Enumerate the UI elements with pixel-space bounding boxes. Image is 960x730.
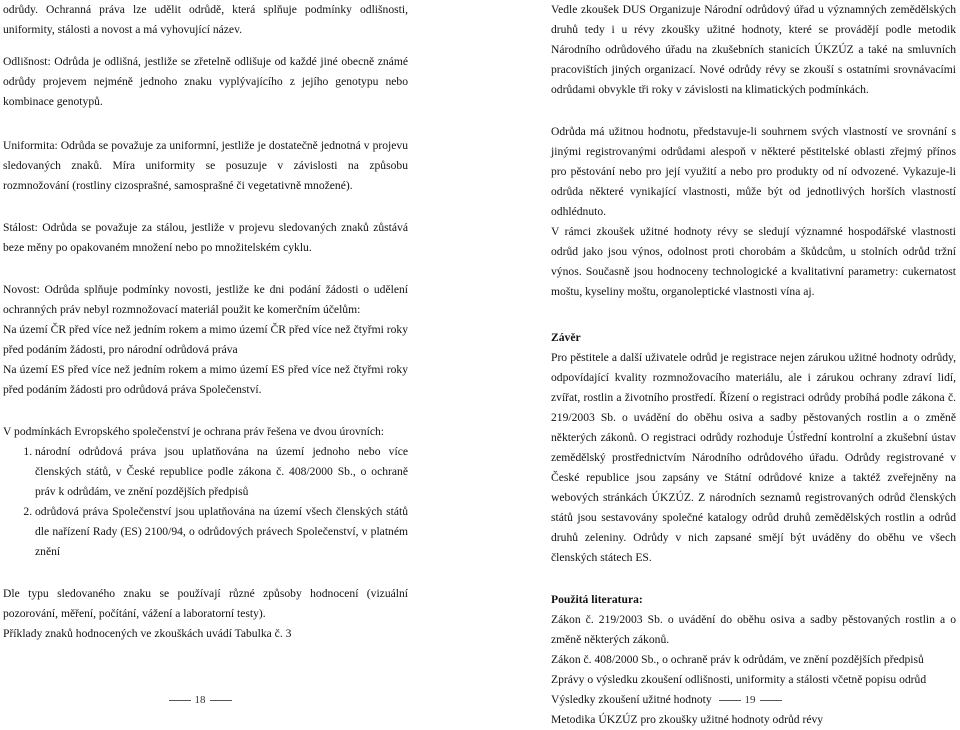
footer-rule <box>210 700 232 701</box>
literature-item: Výsledky zkoušení užitné hodnoty <box>551 693 712 706</box>
examples-paragraph: Příklady znaků hodnocených ve zkouškách uvádí Tabulka č. 3 <box>3 627 292 640</box>
eu-level-item: 1. národní odrůdová práva jsou uplatňována na území jednoho nebo více členských států, v České republice podle zákona č. 408/2000 Sb., o ochraně práv k odrůdám, ve znění pozdějších předpisů <box>35 442 408 502</box>
uniformity-paragraph: Uniformita: Odrůda se považuje za uniformní, jestliže je dostatečně jednotná v projevu sledovaných znaků. Míra uniformity se posuzuje v závislosti na způsobu rozmnožování (rostliny cizosprašné, samosprašné či vegetativně množené). <box>3 139 408 192</box>
left-page <box>3 0 408 706</box>
vcu-framework: V rámci zkoušek užitné hodnoty révy se sledují významné hospodářské vlastnosti odrůd jako jsou výnos, odolnost proti chorobám a škůdcům, u stolních odrůd tržní výnos. Současně jsou hodnoceny technologické a kvalitativní parametry: cukernatost moštu, kyseliny moštu, organoleptické vlastnosti vína aj. <box>551 225 956 298</box>
page-number: 18 <box>194 694 206 706</box>
eu-intro: V podmínkách Evropského společenství je ochrana práv řešena ve dvou úrovních: <box>3 425 384 438</box>
literature-item: Zákon č. 219/2003 Sb. o uvádění do oběhu osiva a sadby pěstovaných rostlin a o změně některých zákonů. <box>551 613 956 646</box>
stability-paragraph: Stálost: Odrůda se považuje za stálou, jestliže v projevu sledovaných znaků zůstává beze měny po opakovaném množení nebo po množitelském cyklu. <box>3 221 408 254</box>
left-page-footer <box>150 693 250 707</box>
novelty-paragraph: Novost: Odrůda splňuje podmínky novosti, jestliže ke dni podání žádosti o udělení ochranných práv nebyl rozmnožovací materiál použit ke komerčním účelům: <box>3 283 408 316</box>
footer-rule <box>719 700 741 701</box>
literature-section <box>551 590 956 730</box>
eu-level-item: 2. odrůdová práva Společenství jsou uplatňována na území všech členských států dle nařízení Rady (ES) 2100/94, o odrůdových právech Společenství, v platném znění <box>35 502 408 562</box>
literature-item: Zákon č. 408/2000 Sb., o ochraně práv k odrůdám, ve znění pozdějších předpisů <box>551 653 924 666</box>
literature-item: Metodika ÚKZÚZ pro zkoušky užitné hodnoty odrůd révy <box>551 713 824 726</box>
novelty-cz: Na území ČR před více než jedním rokem a mimo území ČR před více než čtyřmi roky před podáním žádosti, pro národní odrůdová práva <box>3 323 409 356</box>
methods-paragraph: Dle typu sledovaného znaku se používají různé způsoby hodnocení (vizuální pozorování, měření, počítání, vážení a laboratorní testy). <box>3 587 408 620</box>
top-fragment: odrůdy. Ochranná práva lze udělit odrůdě, která splňuje podmínky odlišnosti, uniformity, stálosti a novost a má vyhovující název. <box>3 3 408 36</box>
vcu-value: Odrůda má užitnou hodnotu, představuje-li souhrnem svých vlastností ve srovnání s jinými registrovanými odrůdami alespoň v některé pěstitelské oblasti zřejmý přínos pro pěstování nebo pro její využití a nebo pro produkty od ní odvozené. Vykazuje-li odrůda některé vynikající vlastnosti, může být od jednotlivých horších vlastností odhlédnuto. <box>551 125 956 218</box>
right-page <box>551 0 956 726</box>
conclusion-paragraph: Pro pěstitele a další uživatele odrůd je registrace nejen zárukou užitné hodnoty odrůdy, odpovídající kvality rozmnožovacího materiálu, ale i zárukou ochrany zdraví lidí, zvířat, rostlin a životního prostředí. Řízení o registraci odrůdy probíhá podle zákona č. 219/2003 Sb. o uvádění do oběhu osiva a sadby pěstovaných rostlin a o změně některých zákonů. O registraci odrůdy rozhoduje Ústřední kontrolní a zkušební ústav zemědělský prostřednictvím Národního odrůdového úřadu. Odrůdy registrované v České republice jsou zapsány ve Státní odrůdové knize a taktéž zveřejněny na webových stránkách ÚKZÚZ. Z národních seznamů registrovaných odrůd členských států jsou sestavovány společné katalogy odrůd druhů zemědělských rostlin a odrůd druhů zeleniny. Odrůdy v nich zapsané smějí být uváděny do oběhu ve všech členských státech ES. <box>551 351 956 564</box>
conclusion-heading: Závěr <box>551 331 581 344</box>
literature-heading: Použitá literatura: <box>551 593 643 606</box>
novelty-es: Na území ES před více než jedním rokem a mimo území ES před více než čtyřmi roky před podáním žádosti pro odrůdová práva Společenství. <box>3 363 408 396</box>
footer-rule <box>169 700 191 701</box>
distinctness-paragraph: Odlišnost: Odrůda je odlišná, jestliže se zřetelně odlišuje od každé jiné obecně známé odrůdy projevem nejméně jednoho znaku vyplývajícího z jejího genotypu nebo kombinace genotypů. <box>3 55 408 108</box>
right-page-footer <box>700 693 800 707</box>
footer-rule <box>760 700 782 701</box>
literature-item: Zprávy o výsledku zkoušení odlišnosti, uniformity a stálosti včetně popisu odrůd <box>551 673 927 686</box>
page-number: 19 <box>744 694 756 706</box>
eu-levels-list <box>3 442 408 562</box>
vcu-intro: Vedle zkoušek DUS Organizuje Národní odrůdový úřad u významných zemědělských druhů tedy i u révy zkoušky užitné hodnoty, které se provádějí podle metodik Národního odrůdového úřadu na zkušebních stanicích ÚKZÚZ a také na smluvních pracovištích jiných organizací. Nové odrůdy révy se zkouší s ostatními srovnávacími odrůdami obvykle tři roky v závislosti na klimatických podmínkách. <box>551 3 956 96</box>
